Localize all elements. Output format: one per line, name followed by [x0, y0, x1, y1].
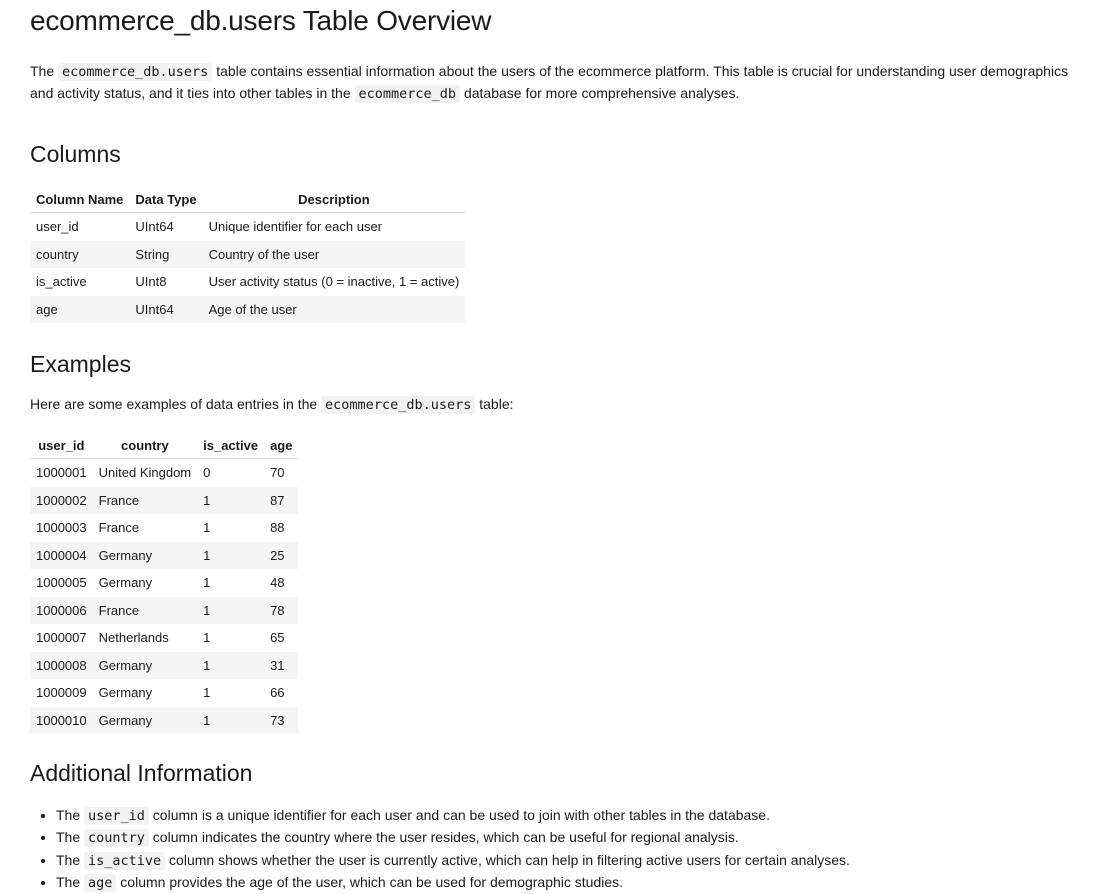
- user-id-cell: 1000009: [36, 685, 87, 701]
- table-row: [30, 597, 298, 625]
- examples-header-user-id: user_id: [30, 432, 93, 459]
- is-active-cell: 1: [203, 575, 211, 591]
- list-item-text-pre: The: [56, 851, 85, 868]
- age-cell: 70: [270, 465, 285, 481]
- user-id-cell: 1000008: [30, 652, 93, 680]
- list-item-code: is_active: [84, 852, 165, 870]
- list-item: [56, 827, 1100, 849]
- table-row: [30, 487, 298, 515]
- age-cell: 31: [264, 652, 298, 680]
- description-cell: User activity status (0 = inactive, 1 = active): [208, 274, 460, 290]
- country-cell: Germany: [93, 652, 198, 680]
- age-cell: 73: [264, 707, 298, 735]
- country-cell: Germany: [93, 707, 198, 735]
- examples-intro-text-1: Here are some examples of data entries in the: [30, 396, 322, 412]
- user-id-cell: 1000003: [36, 520, 87, 536]
- is-active-cell: 1: [203, 630, 211, 646]
- data-type-cell: UInt8: [135, 274, 167, 290]
- is-active-cell: 1: [197, 652, 264, 680]
- table-row: [30, 296, 465, 324]
- columns-table-header-row: [30, 186, 465, 213]
- examples-heading: Examples: [30, 351, 131, 377]
- examples-header-country: country: [93, 432, 198, 459]
- description-cell: Unique identifier for each user: [208, 219, 383, 235]
- country-cell: France: [93, 487, 198, 515]
- data-type-cell: String: [129, 241, 202, 269]
- country-cell: France: [98, 520, 140, 536]
- examples-table: [30, 432, 298, 734]
- columns-table: [30, 186, 465, 323]
- is-active-cell: 0: [203, 465, 211, 481]
- page-title: ecommerce_db.users Table Overview: [30, 5, 492, 36]
- age-cell: 78: [264, 597, 298, 625]
- age-cell: 66: [270, 685, 285, 701]
- intro-paragraph: [30, 61, 1080, 105]
- table-row: [30, 624, 298, 652]
- country-cell: Germany: [98, 685, 153, 701]
- list-item-text-post: column shows whether the user is currently active, which can help in filtering active users for certain analyses.: [165, 851, 850, 868]
- examples-header-is-active: is_active: [197, 432, 264, 459]
- list-item: [56, 805, 1100, 827]
- list-item-text-post: column provides the age of the user, which can be used for demographic studies.: [116, 873, 624, 890]
- is-active-cell: 1: [197, 487, 264, 515]
- table-row: [30, 679, 298, 707]
- list-item-text-post: column is a unique identifier for each user and can be used to join with other tables in the database.: [148, 807, 770, 823]
- user-id-cell: 1000005: [36, 575, 87, 591]
- age-cell: 88: [270, 520, 285, 536]
- list-item: [56, 872, 1100, 894]
- list-item: [56, 850, 1100, 872]
- intro-text-2: table contains essential information about the users of the ecommerce platform. This table is crucial for understanding user demographics and activity status, and it ties into other tables in the: [30, 63, 1069, 101]
- column-name-cell: is_active: [36, 274, 87, 290]
- age-cell: 25: [264, 542, 298, 570]
- user-id-cell: 1000002: [30, 487, 93, 515]
- intro-code-table: ecommerce_db.users: [58, 63, 212, 81]
- column-name-cell: country: [30, 241, 129, 269]
- user-id-cell: 1000010: [30, 707, 93, 735]
- country-cell: United Kingdom: [98, 465, 192, 481]
- table-row: [30, 459, 298, 487]
- additional-info-heading: Additional Information: [30, 760, 253, 786]
- examples-intro-text-2: table:: [475, 396, 514, 412]
- intro-text-3: database for more comprehensive analyses.: [460, 85, 740, 101]
- is-active-cell: 1: [197, 597, 264, 625]
- country-cell: Germany: [93, 542, 198, 570]
- description-cell: Age of the user: [203, 296, 466, 324]
- examples-intro-code: ecommerce_db.users: [321, 396, 475, 414]
- list-item-code: country: [84, 829, 149, 847]
- intro-text-1: The: [30, 63, 59, 79]
- description-cell: Country of the user: [203, 241, 466, 269]
- is-active-cell: 1: [203, 685, 211, 701]
- user-id-cell: 1000001: [36, 465, 87, 481]
- data-type-cell: UInt64: [135, 219, 174, 235]
- is-active-cell: 1: [197, 542, 264, 570]
- examples-intro-paragraph: [30, 394, 1100, 416]
- user-id-cell: 1000007: [36, 630, 87, 646]
- table-row: [30, 268, 465, 296]
- is-active-cell: 1: [197, 707, 264, 735]
- additional-info-list: [30, 805, 1100, 894]
- user-id-cell: 1000006: [30, 597, 93, 625]
- table-row: [30, 514, 298, 542]
- list-item-code: age: [84, 874, 116, 892]
- columns-header-description: Description: [203, 186, 466, 213]
- country-cell: France: [93, 597, 198, 625]
- data-type-cell: UInt64: [129, 296, 202, 324]
- examples-table-header-row: [30, 432, 298, 459]
- age-cell: 65: [270, 630, 285, 646]
- table-row: [30, 241, 465, 269]
- table-row: [30, 652, 298, 680]
- table-row: [30, 569, 298, 597]
- list-item-text-pre: The: [56, 873, 85, 890]
- columns-header-name: Column Name: [30, 186, 129, 213]
- age-cell: 87: [264, 487, 298, 515]
- is-active-cell: 1: [203, 520, 211, 536]
- examples-header-age: age: [264, 432, 298, 459]
- age-cell: 48: [270, 575, 285, 591]
- country-cell: Germany: [98, 575, 153, 591]
- list-item-text-post: column indicates the country where the user resides, which can be useful for regional analysis.: [148, 829, 739, 846]
- list-item-code: user_id: [84, 807, 149, 825]
- user-id-cell: 1000004: [30, 542, 93, 570]
- country-cell: Netherlands: [98, 630, 169, 646]
- list-item-text-pre: The: [56, 807, 85, 823]
- intro-code-db: ecommerce_db: [355, 85, 461, 103]
- columns-heading: Columns: [30, 141, 121, 167]
- list-item-text-pre: The: [56, 829, 85, 846]
- column-name-cell: user_id: [36, 219, 79, 235]
- columns-header-type: Data Type: [129, 186, 202, 213]
- table-row: [30, 707, 298, 735]
- table-row: [30, 542, 298, 570]
- column-name-cell: age: [30, 296, 129, 324]
- table-row: [30, 213, 465, 241]
